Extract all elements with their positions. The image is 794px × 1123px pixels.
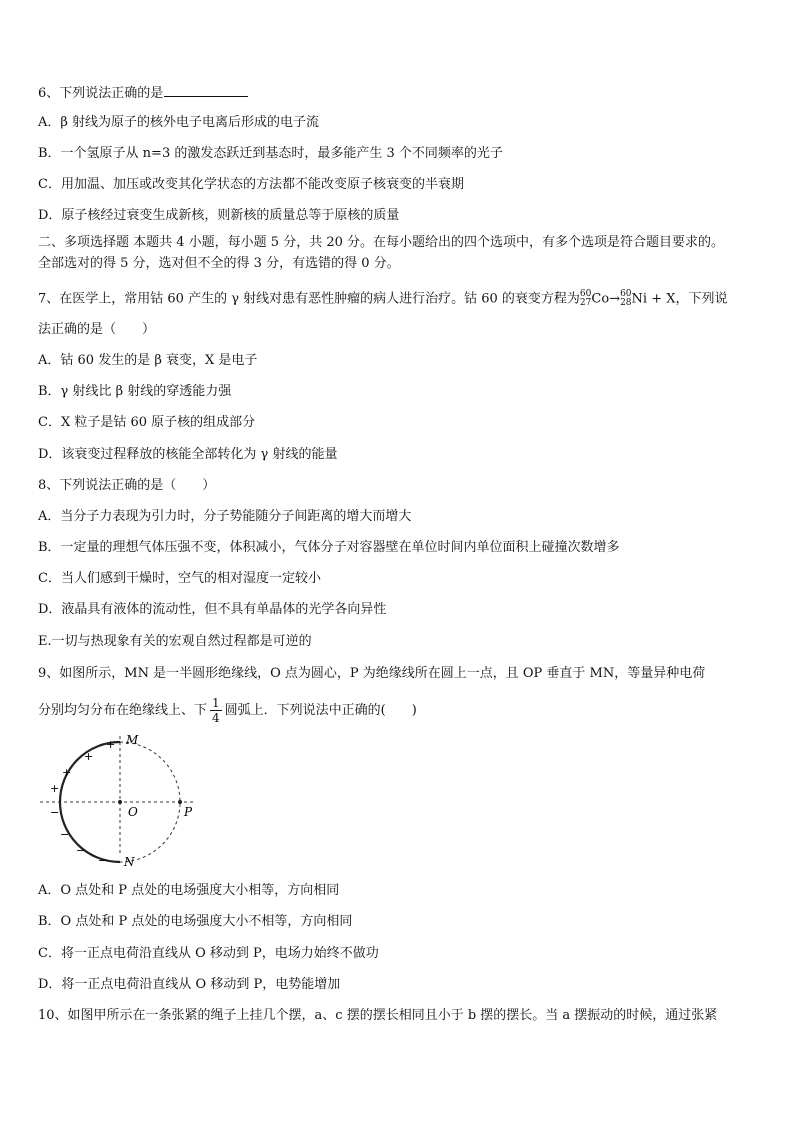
q8-option-b: B．一定量的理想气体压强不变，体积减小，气体分子对容器壁在单位时间内单位面积上碰撞次数增多 [38,540,620,555]
q7-option-b: B．γ 射线比 β 射线的穿透能力强 [38,384,232,399]
q6-option-b: B．一个氢原子从 n=3 的激发态跃迁到基态时，最多能产生 3 个不同频率的光子 [38,146,503,161]
q9-option-b: B．O 点处和 P 点处的电场强度大小不相等，方向相同 [38,914,353,929]
q7-option-c: C．X 粒子是钴 60 原子核的组成部分 [38,415,256,430]
label-n: N [124,855,135,869]
answer-blank [164,84,248,97]
section2-line1: 二、多项选择题 本题共 4 小题，每小题 5 分，共 20 分。在每小题给出的四个选项中，有多个选项是符合题目要求的。 [38,235,725,250]
q6-option-c: C．用加温、加压或改变其化学状态的方法都不能改变原子核衰变的半衰期 [38,177,464,192]
q8-option-e: E.一切与热现象有关的宏观自然过程都是可逆的 [38,634,312,649]
plus-charge: + [106,738,116,751]
q6-stem: 6、下列说法正确的是 [38,84,248,102]
point-p [178,800,182,804]
minus-charge: − [50,806,60,819]
q7-option-a: A．钴 60 发生的是 β 衰变，X 是电子 [38,353,258,368]
q9-option-c: C．将一正点电荷沿直线从 O 移动到 P，电场力始终不做功 [38,946,379,961]
label-o: O [128,805,138,819]
q7-option-d: D．该衰变过程释放的核能全部转化为 γ 射线的能量 [38,447,338,462]
center-point [118,800,122,804]
plus-charge: + [62,766,72,779]
plus-charge: + [84,750,94,763]
semicircle-charge-figure [38,730,198,870]
q8-option-a: A．当分子力表现为引力时，分子势能随分子间距离的增大而增大 [38,509,412,524]
minus-charge: − [76,844,86,857]
q7-stem-line2: 法正确的是（ ） [38,322,156,337]
q10-stem: 10、如图甲所示在一条张紧的绳子上挂几个摆，a、c 摆的摆长相同且小于 b 摆的摆长。当 a 摆振动的时候，通过张紧 [38,1008,718,1023]
q8-option-d: D．液晶具有液体的流动性，但不具有单晶体的光学各向异性 [38,602,387,617]
plus-charge: + [50,782,60,795]
section2-line2: 全部选对的得 5 分，选对但不全的得 3 分，有选错的得 0 分。 [38,256,400,271]
q9-stem-line2: 分别均匀分布在绝缘线上、下 $\frac{1}{4}$ 圆弧上．下列说法中正确的( ) [38,696,417,725]
fraction-one-quarter: $\frac{1}{4}$ [212,696,220,725]
label-m: M [126,733,139,747]
q8-option-c: C．当人们感到干燥时，空气的相对湿度一定较小 [38,571,321,586]
label-p: P [184,805,193,819]
q9-stem-line1: 9、如图所示，MN 是一半圆形绝缘线，O 点为圆心，P 为绝缘线所在圆上一点，且 OP 垂直于 MN，等量异种电荷 [38,666,706,681]
q7-stem-line1: 7、在医学上，常用钴 60 产生的 γ 射线对患有恶性肿瘤的病人进行治疗。钴 60 的衰变方程为 60 27 Co→ 60 28 Ni + X，下列说 [38,289,728,308]
minus-charge: − [60,828,70,841]
q9-option-a: A．O 点处和 P 点处的电场强度大小相等，方向相同 [38,883,340,898]
q8-stem: 8、下列说法正确的是（ ） [38,478,216,493]
q6-option-d: D．原子核经过衰变生成新核，则新核的质量总等于原核的质量 [38,208,400,223]
decay-equation: 60 27 Co→ 60 28 Ni + X， [579,289,689,308]
minus-charge: − [98,854,108,867]
q6-option-a: A．β 射线为原子的核外电子电离后形成的电子流 [38,115,320,130]
q9-option-d: D．将一正点电荷沿直线从 O 移动到 P，电势能增加 [38,977,341,992]
